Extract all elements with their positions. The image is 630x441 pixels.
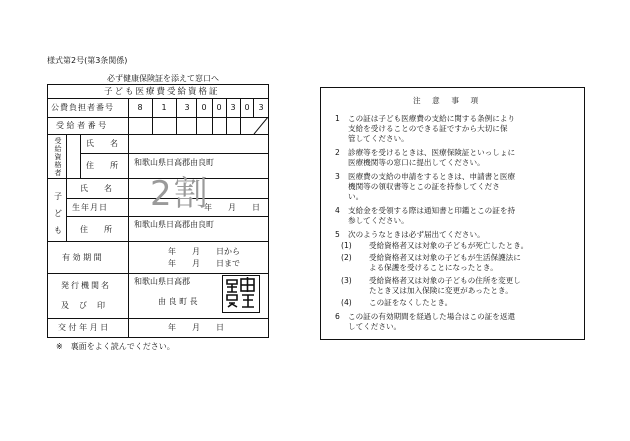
child-address: 和歌山県日高郡由良町 [134, 220, 214, 229]
subitem-text: 受給資格者又は対象の子どもが生活保護法に [369, 253, 521, 262]
official-seal [222, 275, 260, 313]
footer-note: ※ 裏面をよく読んでください。 [56, 342, 175, 351]
card-title: 子ども医療費受給資格証 [104, 87, 220, 97]
note-text: 支給金を受領する際は通知書と印鑑とこの証を持 [348, 206, 516, 215]
note-text: 管してください。 [348, 134, 409, 143]
subitem-text: たとき又は加入保険に変更があったとき。 [369, 286, 513, 295]
birth-label: 生年月日 [72, 203, 108, 212]
note-text: してください。 [348, 322, 402, 331]
payer-digit: 8 [137, 103, 143, 112]
holder-label: 受給資格者 [54, 137, 62, 177]
note-text: い。 [348, 192, 364, 201]
note-text: この証は子ども医療費の支給に関する条例により [348, 114, 516, 123]
payer-digit: 3 [184, 103, 190, 112]
recipient-label: 受 給 者 番 号 [56, 121, 107, 130]
validity-label: 有 効 期 間 [62, 253, 102, 262]
issue-date-value: 年 月 日 [168, 323, 224, 332]
note-text: 次のようなときは必ず届出てください。 [348, 230, 485, 239]
child-name-label: 氏 名 [80, 184, 116, 193]
note-number: 5 [335, 230, 340, 239]
issuer-label-seal: 及 び 印 [61, 301, 106, 310]
issuer-office: 由 良 町 長 [158, 297, 198, 306]
subitem-number: (2) [341, 253, 352, 262]
form-number: 様式第2号(第3条関係) [47, 56, 128, 65]
subitem-text: 受給資格者又は対象の子どもが死亡したとき。 [369, 241, 529, 250]
subitem-number: (3) [341, 276, 352, 285]
attach-notice: 必ず健康保険証を添えて窓口へ [107, 74, 219, 83]
note-text: 診療等を受けるときは、医療保険証といっしょに [348, 148, 516, 157]
issuer-address: 和歌山県日高郡 [134, 277, 190, 286]
note-text: 医療機関等の窓口に提出してください。 [348, 158, 485, 167]
holder-name-label: 氏 名 [86, 139, 122, 148]
payer-label: 公費負担者番号 [51, 103, 114, 112]
child-address-label: 住 所 [80, 225, 116, 234]
payer-digit: 3 [258, 103, 264, 112]
note-text: この証の有効期間を経過した場合はこの証を返還 [348, 312, 516, 321]
issuer-label: 発行機関名 [61, 281, 111, 290]
note-number: 2 [335, 148, 340, 157]
note-text: 機関等の領収書等とこの証を持参してくださ [348, 182, 500, 191]
subitem-text: よる保護を受けることになったとき。 [369, 263, 498, 272]
payer-digit: 0 [244, 103, 250, 112]
issue-date-label: 交 付 年 月 日 [58, 323, 109, 332]
note-number: 4 [335, 206, 340, 215]
void-slash [240, 117, 269, 135]
payer-digit: 1 [161, 103, 167, 112]
note-text: 支給を受けることのできる証ですから大切に保 [348, 124, 508, 133]
note-number: 6 [335, 312, 340, 321]
note-number: 3 [335, 172, 340, 181]
holder-address: 和歌山県日高郡由良町 [134, 158, 214, 167]
child-label: 子ども [54, 192, 62, 235]
coverage-stamp: 2割 [150, 174, 210, 214]
subitem-text: 受給資格者又は対象の子どもの住所を変更し [369, 276, 521, 285]
validity-from: 年 月 日から [168, 247, 240, 256]
note-text: 参してください。 [348, 216, 409, 225]
holder-address-label: 住 所 [86, 161, 122, 170]
payer-digit: 0 [201, 103, 207, 112]
birth-value: 年 月 日 [204, 203, 260, 212]
payer-digit: 0 [216, 103, 222, 112]
payer-digit: 3 [230, 103, 236, 112]
validity-to: 年 月 日まで [168, 259, 240, 268]
note-text: 医療費の支給の申請をするときは、申請書と医療 [348, 172, 516, 181]
subitem-text: この証をなくしたとき。 [369, 298, 453, 307]
subitem-number: (4) [341, 298, 352, 307]
notes-panel [320, 87, 585, 340]
note-number: 1 [335, 114, 340, 123]
notes-title: 注 意 事 項 [413, 96, 481, 105]
subitem-number: (1) [341, 241, 352, 250]
